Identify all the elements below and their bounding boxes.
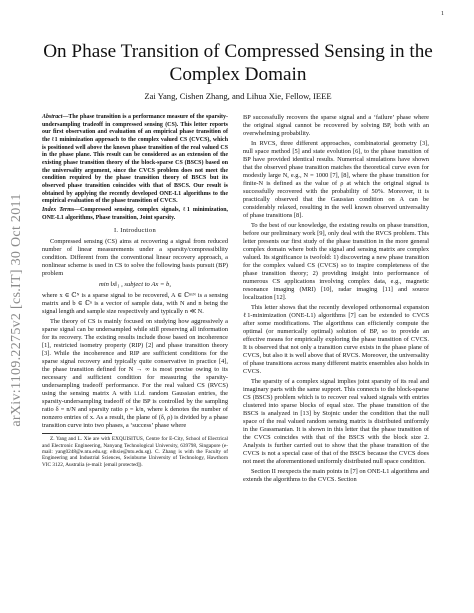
abstract-text: The phase transition is a performance measure of the sparsity-undersampling tradeoff in compressed sensing (CS). This letter reports our first observation and evaluation of an empirical phase transition of the ℓ1 minimization approach to the complex valued CS (CVCS), which is positioned well above the known phase transition of the real valued CS in the phase plane. This result can be considered as an extension of the existing phase transition theory of the block-sparse CS (BSCS) based on the universality argument, since the CVCS problem does not meet the condition required by the phase transition theory of BSCS but its observed phase transition coincides with that of BSCS. Our result is obtained by applying the recently developed ONE-L1 algorithms to the empirical evaluation of the phase transition of CVCS. xyxy=(42,114,228,205)
paragraph: BP successfully recovers the sparse signal and a ‘failure’ phase where the original signal cannot be recovered by solving BP, both with an overwhelming probability. xyxy=(243,114,429,138)
index-terms: Index Terms—Compressed sensing, complex signals, ℓ1 minimization, ONE-L1 algorithms, Phase transition, Joint sparsity. xyxy=(42,207,228,222)
paragraph: Section II reexpects the main points in [7] on ONE-L1 algorithms and extends the algorithms to the CVCS. Section xyxy=(243,467,429,483)
right-column xyxy=(243,114,429,485)
author-line: Zai Yang, Cishen Zhang, and Lihua Xie, Fellow, IEEE xyxy=(144,91,332,101)
index-terms-label: Index Terms xyxy=(42,207,75,214)
arxiv-id: arXiv:1109.2275v2 [cs.IT] 30 Oct 2011 xyxy=(9,193,24,427)
paragraph: where x ∈ ℂᴺ is a sparse signal to be recovered, A ∈ ℂⁿˣᴺ is a sensing matrix and b ∈ ℂⁿ is a vector of sample data, with N and n being the signal length and sample size respectively and typically n ≪ N. xyxy=(42,292,228,316)
page-number: 1 xyxy=(441,11,444,17)
index-terms-text: Compressed sensing, complex signals, ℓ1 minimization, ONE-L1 algorithms, Phase transition, Joint sparsity. xyxy=(42,207,228,222)
paragraph: In RVCS, three different approaches, combinatorial geometry [3], null space method [5] and state evolution [6], to the phase transition of BP have provided identical results. Numerical simulations have shown that the observed phase transition matches the theoretical curve even for modestly large N, e.g., N = 1000 [7], [8], where the phase transition for finite-N is defined as the value of ρ at which the original signal is successfully recovered with the probability of 50%. Moreover, it is practically observed that the Gaussian condition on A can be considerably relaxed, resulting in the well known observed universality of phase transitions [8]. xyxy=(243,139,429,220)
paragraph: Compressed sensing (CS) aims at recovering a signal from reduced number of linear measurements under a sparsity/compressibility condition. Different from the conventional linear recovery approach, a nonlinear scheme is used in CS to solve the following basis pursuit (BP) problem xyxy=(42,237,228,277)
footnote-rule xyxy=(42,433,112,434)
abstract-label: Abstract xyxy=(42,114,63,120)
arxiv-stamp xyxy=(6,150,28,470)
left-column xyxy=(42,114,228,469)
paragraph: The sparsity of a complex signal implies joint sparsity of its real and imaginary parts with the same support. This connects to the block-sparse CS (BSCS) problem which is to recover real valued signals with entries clustered into sparse blocks of equal size. The phase transition of the BSCS is analyzed in [13] by Stojnic under the condition that the null space of the real valued random sensing matrix is distributed uniformly in the Grassmanian. It is shown in this letter that the phase transition of the CVCS coincides with that of the BSCS with the block size 2. Analysis is further carried out to show that the phase transition of the CVCS is not a special case of that of the BSCS because the CVCS does not meet the aforementioned uniformly distributed null space condition. xyxy=(243,377,429,465)
affiliation-footnote: Z. Yang and L. Xie are with EXQUISITUS, Centre for E-City, School of Electrical and Electronic Engineering, Nanyang Technological University, 639798, Singapore (e-mail: yang0248@e.ntu.edu.sg; elhxie@ntu.edu.sg). C. Zhang is with the Faculty of Engineering and Industrial Sciences, Swinburne University of Technology, Hawthorn VIC 3122, Australia (e-mail: [email protected]). xyxy=(42,436,228,468)
paper-title: On Phase Transition of Compressed Sensing in the Complex Domain xyxy=(43,41,433,85)
equation: min ‖x‖₁ , subject to Ax = b, xyxy=(98,280,172,288)
paragraph: The theory of CS is mainly focused on studying how aggressively a sparse signal can be undersampled while still preserving all information for its recovery. The existing results include those based on incoherence [1], restricted isometry property (RIP) [2] and phase transition theory [3]. While the incoherence and RIP are sufficient conditions for the sparse signal recovery and typically quite conservative in practice [4], the phase transition defined for N → ∞ is most precise owing to its necessary and sufficient condition for measuring the sparsity-undersampling tradeoff performance. For the real valued CS (RVCS) using the sensing matrix A with i.i.d. random Gaussian entries, the sparsity-undersampling tradeoff of the BP is controlled by the sampling ratio δ = n/N and sparsity ratio ρ = k/n, where k denotes the number of nonzero entries of x. As a result, the plane of (δ, ρ) is divided by a phase transition curve into two phases, a ‘success’ phase where xyxy=(42,317,228,430)
paragraph: To the best of our knowledge, the existing results on phase transition, before our preliminary work [9], only deal with the RVCS problem. This letter presents our first study of the phase transition in the more general complex domain where both the signal and sensing matrix are complex valued. Its significance is twofold: 1) discovering a new phase transition for the complex valued CS (CVCS) so to inspire completeness of the phase transition theory; 2) providing insight into performance of numerous CS applications involving complex data, e.g., magnetic resonance imaging (MRI) [10], radar imaging [11] and source localization [12]. xyxy=(243,221,429,302)
section-heading: I. Introduction xyxy=(113,226,157,234)
abstract: Abstract—The phase transition is a performance measure of the sparsity-undersampling tradeoff in compressed sensing (CS). This letter reports our first observation and evaluation of an empirical phase transition of the ℓ1 minimization approach to the complex valued CS (CVCS), which is positioned well above the known phase transition of the real valued CS in the phase plane. This result can be considered as an extension of the existing phase transition theory of the block-sparse CS (BSCS) based on the universality argument, since the CVCS problem does not meet the condition required by the phase transition theory of BSCS but its observed phase transition coincides with that of BSCS. Our result is obtained by applying the recently developed ONE-L1 algorithms to the empirical evaluation of the phase transition of CVCS. xyxy=(42,114,228,205)
paragraph: This letter shows that the recently developed orthonormal expansion ℓ1-minimization (ONE-L1) algorithms [7] can be extended to CVCS after some modifications. The algorithms can efficiently compute the optimal (or numerically optimal) solution of BP, so to provide an effective means for empirically exploring the phase transition of CVCS. It is observed that not only a transition curve exists in the phase plane of CVCS, but also it is well above that of RVCS. Moreover, the universality of phase transitions across many different matrix ensembles also holds in CVCS. xyxy=(243,303,429,375)
